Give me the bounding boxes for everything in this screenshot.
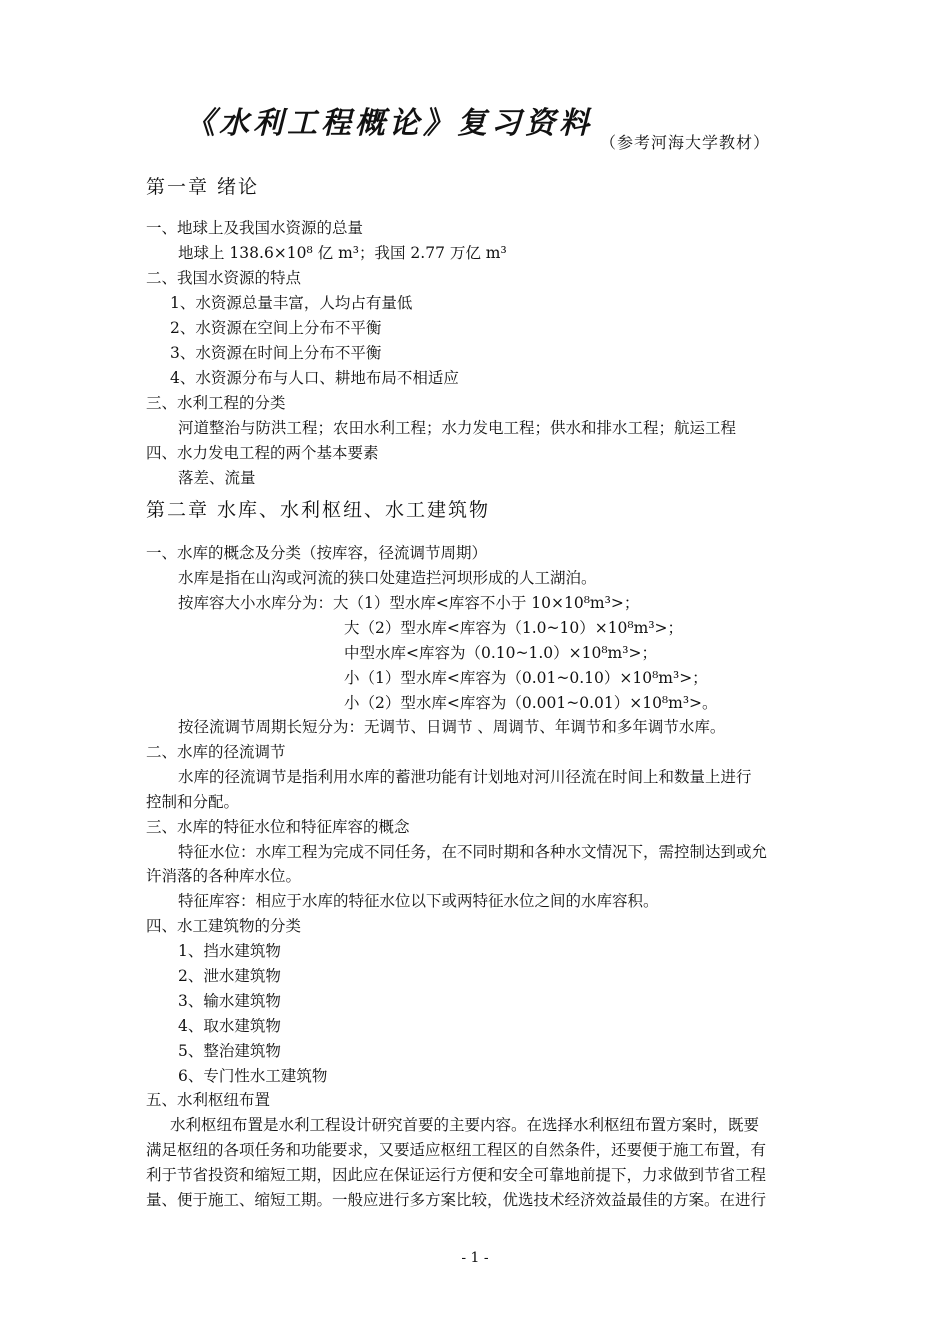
reservoir-type-item: 小（1）型水库<库容为（0.01~0.10）×10⁸m³>； [344, 669, 708, 687]
ch2-section-3-heading: 三、水库的特征水位和特征库容的概念 [146, 818, 410, 836]
ch2-section-3-body-2: 特征库容：相应于水库的特征水位以下或两特征水位之间的水库容积。 [178, 892, 659, 910]
ch2-section-1-para-1: 水库是指在山沟或河流的狭口处建造拦河坝形成的人工湖泊。 [178, 569, 597, 587]
ch1-section-2-heading: 二、我国水资源的特点 [146, 269, 302, 287]
ch2-section-4-heading: 四、水工建筑物的分类 [146, 917, 302, 935]
reservoir-type-item: 大（2）型水库<库容为（1.0~10）×10⁸m³>； [344, 619, 684, 637]
list-item: 1、挡水建筑物 [178, 942, 281, 960]
ch2-section-5-heading: 五、水利枢纽布置 [146, 1091, 271, 1109]
ch2-section-1-heading: 一、水库的概念及分类（按库容，径流调节周期） [146, 544, 488, 562]
ch1-section-1-body: 地球上 138.6×10⁸ 亿 m³；我国 2.77 万亿 m³ [178, 244, 507, 262]
list-item: 5、整治建筑物 [178, 1042, 281, 1060]
list-item: 2、泄水建筑物 [178, 967, 281, 985]
ch2-section-3-body: 特征水位：水库工程为完成不同任务，在不同时期和各种水文情况下，需控制达到或允 [178, 843, 768, 861]
ch2-section-5-body: 水利枢纽布置是水利工程设计研究首要的主要内容。在选择水利枢纽布置方案时，既要 [170, 1116, 760, 1134]
ch2-section-2-body-cont: 控制和分配。 [146, 793, 240, 811]
ch2-section-2-heading: 二、水库的径流调节 [146, 743, 286, 761]
ch1-section-4-body: 落差、流量 [178, 469, 256, 487]
reservoir-type-item: 中型水库<库容为（0.10~1.0）×10⁸m³>； [344, 644, 657, 662]
list-item: 3、水资源在时间上分布不平衡 [170, 344, 382, 362]
ch2-section-2-body: 水库的径流调节是指利用水库的蓄泄功能有计划地对河川径流在时间上和数量上进行 [178, 768, 752, 786]
ch1-section-3-heading: 三、水利工程的分类 [146, 394, 286, 412]
list-item: 2、水资源在空间上分布不平衡 [170, 319, 382, 337]
ch2-section-5-body-cont: 量、便于施工、缩短工期。一般应进行多方案比较，优选技术经济效益最佳的方案。在进行 [146, 1191, 767, 1209]
chapter-1-heading: 第一章 绪论 [146, 176, 260, 198]
ch2-section-5-body-cont: 利于节省投资和缩短工期，因此应在保证运行方便和安全可靠地前提下，力求做到节省工程 [146, 1166, 767, 1184]
ch1-section-1-heading: 一、地球上及我国水资源的总量 [146, 219, 364, 237]
chapter-2-heading: 第二章 水库、水利枢纽、水工建筑物 [146, 499, 491, 521]
list-item: 3、输水建筑物 [178, 992, 281, 1010]
list-item: 4、水资源分布与人口、耕地布局不相适应 [170, 369, 459, 387]
ch2-section-5-body-cont: 满足枢纽的各项任务和功能要求，又要适应枢纽工程区的自然条件，还要便于施工布置，有 [146, 1141, 767, 1159]
page-number: - 1 - [461, 1250, 489, 1266]
ch2-section-3-body-cont: 许消落的各种库水位。 [146, 867, 302, 885]
document-subtitle: （参考河海大学教材） [600, 133, 771, 152]
document-title: 《水利工程概论》复习资料 [185, 106, 593, 141]
ch1-section-4-heading: 四、水力发电工程的两个基本要素 [146, 444, 379, 462]
ch2-section-1-para-2: 按库容大小水库分为：大（1）型水库<库容不小于 10×10⁸m³>； [178, 594, 640, 612]
ch2-section-1-para-3: 按径流调节周期长短分为：无调节、日调节 、周调节、年调节和多年调节水库。 [178, 718, 726, 736]
ch1-section-3-body: 河道整治与防洪工程；农田水利工程；水力发电工程；供水和排水工程；航运工程 [178, 419, 737, 437]
list-item: 6、专门性水工建筑物 [178, 1067, 328, 1085]
list-item: 4、取水建筑物 [178, 1017, 281, 1035]
list-item: 1、水资源总量丰富，人均占有量低 [170, 294, 413, 312]
reservoir-type-item: 小（2）型水库<库容为（0.001~0.01）×10⁸m³>。 [344, 694, 718, 712]
